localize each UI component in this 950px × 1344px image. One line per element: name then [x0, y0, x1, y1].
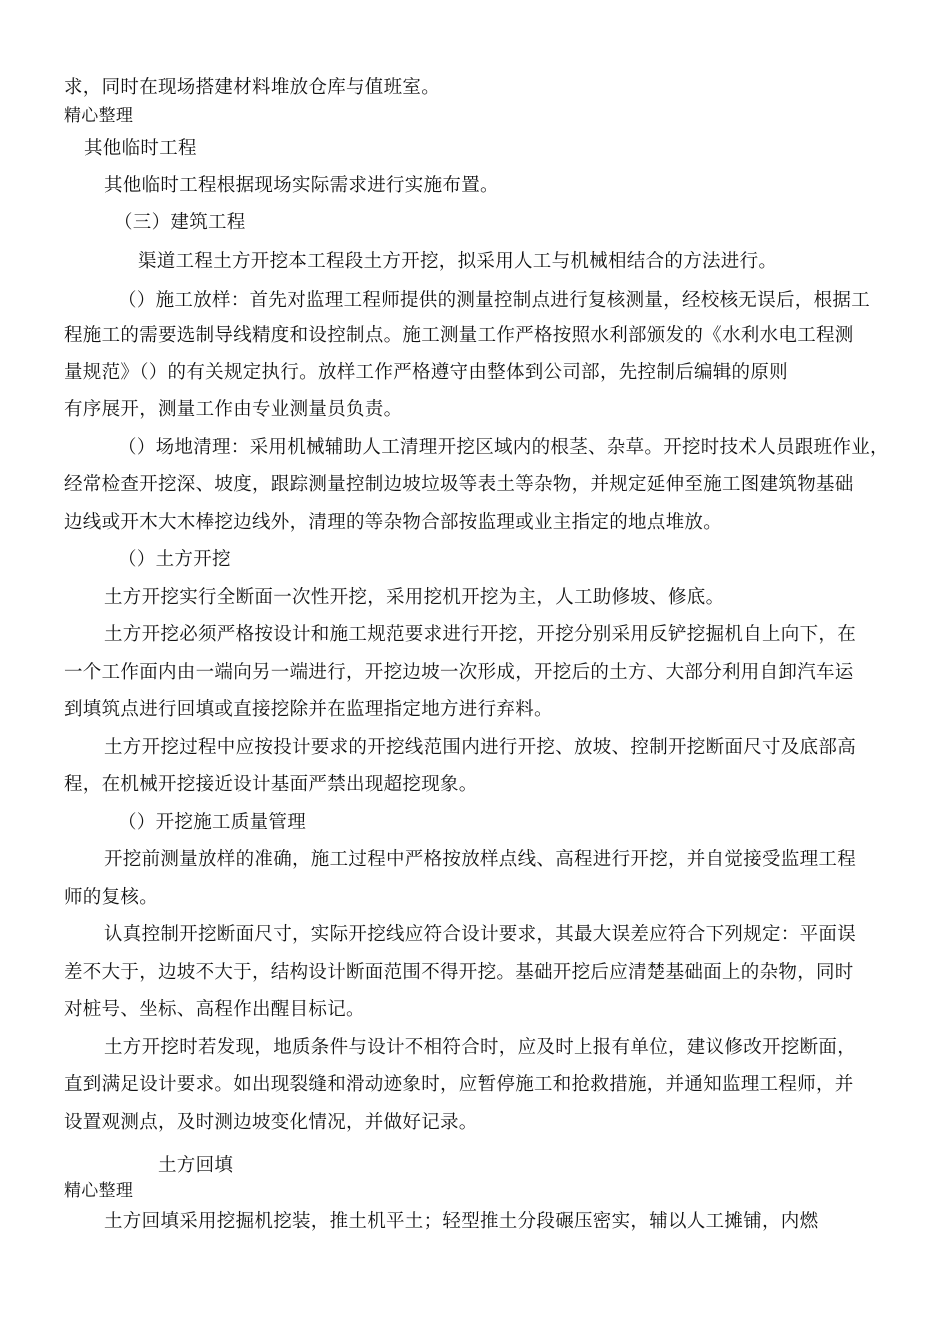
paragraph-line: 对桩号、坐标、高程作出醒目标记。: [64, 999, 365, 1020]
paragraph-line: 其他临时工程根据现场实际需求进行实施布置。: [104, 175, 499, 196]
paragraph-line: 求，同时在现场搭建材料堆放仓库与值班室。: [64, 77, 441, 98]
paragraph-line: 经常检查开挖深、坡度，跟踪测量控制边坡垃圾等表土等杂物，并规定延伸至施工图建筑物基础: [64, 474, 854, 495]
section-heading: （）土方开挖: [118, 549, 231, 570]
paragraph-line: 有序展开，测量工作由专业测量员负责。: [64, 399, 403, 420]
paragraph-line: 土方开挖必须严格按设计和施工规范要求进行开挖，开挖分别采用反铲挖掘机自上向下，在: [104, 624, 857, 645]
paragraph-line: （）场地清理：采用机械辅助人工清理开挖区域内的根茎、杂草。开挖时技术人员跟班作业，: [118, 437, 889, 458]
paragraph-line: 渠道工程土方开挖本工程段土方开挖，拟采用人工与机械相结合的方法进行。: [138, 251, 778, 272]
paragraph-line: 土方开挖过程中应按投计要求的开挖线范围内进行开挖、放坡、控制开挖断面尺寸及底部高: [104, 737, 857, 758]
paragraph-line: 程施工的需要选制导线精度和设控制点。施工测量工作严格按照水利部颁发的《水利水电工程测: [64, 325, 854, 346]
paragraph-line: 开挖前测量放样的准确，施工过程中严格按放样点线、高程进行开挖，并自觉接受监理工程: [104, 849, 857, 870]
paragraph-line: 土方开挖实行全断面一次性开挖，采用挖机开挖为主，人工助修坡、修底。: [104, 587, 725, 608]
paragraph-line: 土方开挖时若发现，地质条件与设计不相符合时，应及时上报有单位，建议修改开挖断面，: [104, 1037, 857, 1058]
paragraph-line: 设置观测点，及时测边坡变化情况，并做好记录。: [64, 1112, 478, 1133]
paragraph-line: 差不大于，边坡不大于，结构设计断面范围不得开挖。基础开挖后应清楚基础面上的杂物，同时: [64, 962, 854, 983]
paragraph-line: 直到满足设计要求。如出现裂缝和滑动迹象时，应暂停施工和抢救措施，并通知监理工程师，并: [64, 1074, 854, 1095]
paragraph-line: 师的复核。: [64, 887, 159, 908]
paragraph-line: 程，在机械开挖接近设计基面严禁出现超挖现象。: [64, 774, 478, 795]
page-footer-label: 精心整理: [64, 1181, 134, 1201]
section-heading: （三）建筑工程: [114, 212, 246, 233]
section-heading: 土方回填: [158, 1155, 234, 1176]
section-heading: （）开挖施工质量管理: [118, 812, 307, 833]
paragraph-line: 到填筑点进行回填或直接挖除并在监理指定地方进行弃料。: [64, 699, 553, 720]
paragraph-line: 量规范》（）的有关规定执行。放样工作严格遵守由整体到公司部，先控制后编辑的原则: [64, 362, 788, 383]
paragraph-line: 边线或开木大木棒挖边线外，清理的等杂物合部按监理或业主指定的地点堆放。: [64, 512, 723, 533]
paragraph-line: 认真控制开挖断面尺寸，实际开挖线应符合设计要求，其最大误差应符合下列规定：平面误: [104, 924, 857, 945]
paragraph-line: 一个工作面内由一端向另一端进行，开挖边坡一次形成，开挖后的土方、大部分利用自卸汽车运: [64, 662, 854, 683]
section-heading: 其他临时工程: [84, 138, 197, 159]
paragraph-line: （）施工放样：首先对监理工程师提供的测量控制点进行复核测量，经校核无误后，根据工: [118, 290, 871, 311]
paragraph-line: 土方回填采用挖掘机挖装，推土机平土；轻型推土分段碾压密实，辅以人工摊铺，内燃: [104, 1211, 819, 1232]
page-footer-label: 精心整理: [64, 106, 134, 126]
